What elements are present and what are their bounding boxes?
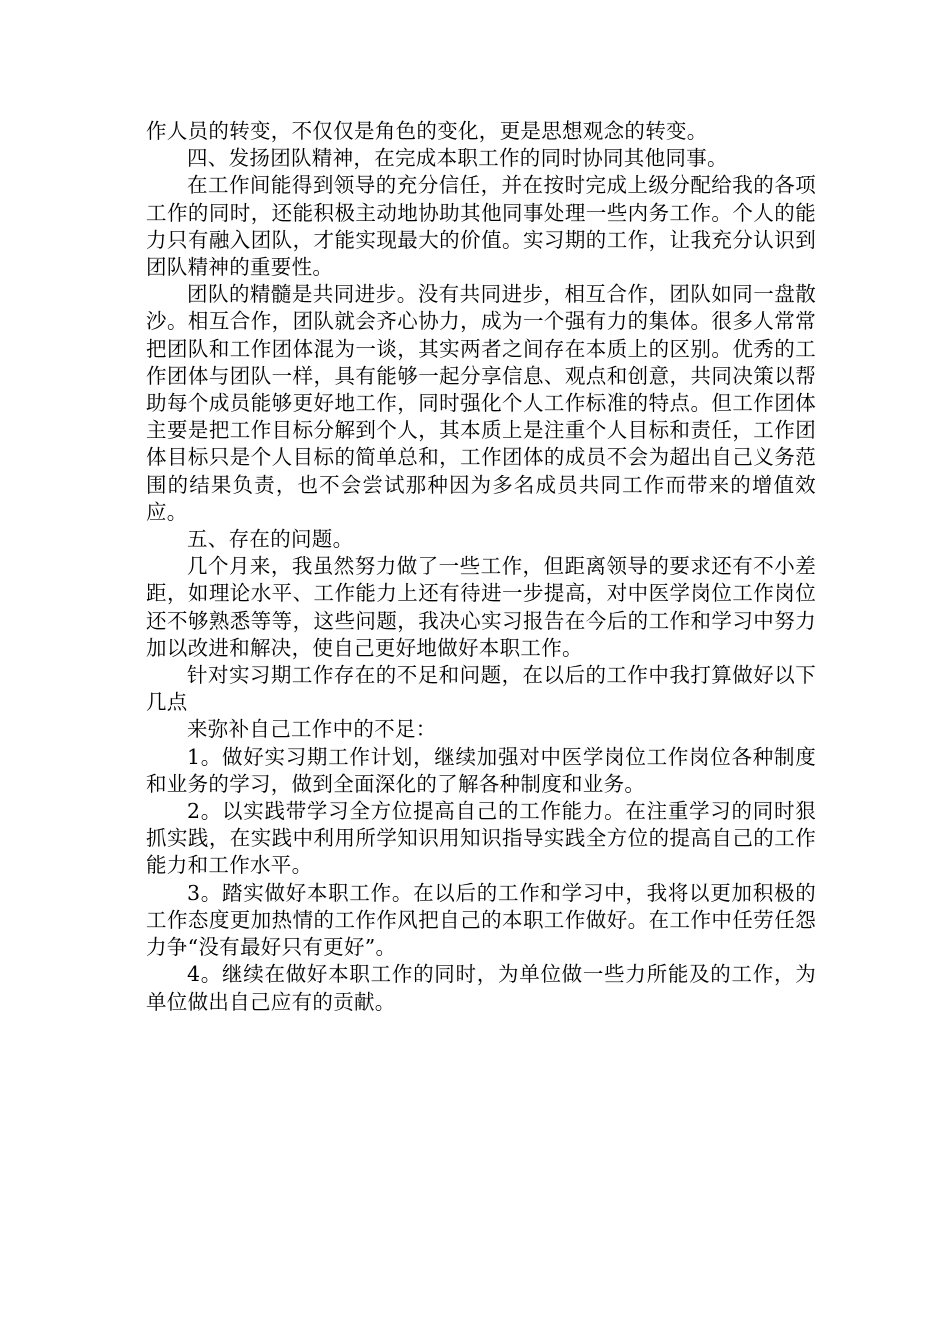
- paragraph-plan-intro: 针对实习期工作存在的不足和问题，在以后的工作中我打算做好以下几点: [146, 663, 816, 715]
- list-item-2: 2。以实践带学习全方位提高自己的工作能力。在注重学习的同时狠抓实践，在实践中利用所学知识用知识指导实践全方位的提高自己的工作能力和工作水平。: [146, 799, 816, 878]
- paragraph-continuation: 作人员的转变，不仅仅是角色的变化，更是思想观念的转变。: [146, 119, 708, 143]
- paragraph-plan-intro-cont: 来弥补自己工作中的不足：: [187, 717, 437, 742]
- list-item-3: 3。踏实做好本职工作。在以后的工作和学习中，我将以更加积极的工作态度更加热情的工作作风把自己的本职工作做好。在工作中任劳任怨力争“没有最好只有更好”。: [146, 880, 816, 960]
- section-heading-problems: 五、存在的问题。: [187, 527, 354, 552]
- document-body: [146, 118, 816, 1016]
- list-item-4: 4。继续在做好本职工作的同时，为单位做一些力所能及的工作，为单位做出自己应有的贡献。: [146, 962, 816, 1014]
- list-item-1: 1。做好实习期工作计划，继续加强对中医学岗位工作岗位各种制度和业务的学习，做到全面深化的了解各种制度和业务。: [146, 744, 816, 796]
- paragraph-trust: 在工作间能得到领导的充分信任，并在按时完成上级分配给我的各项工作的同时，还能积极主动地协助其他同事处理一些内务工作。个人的能力只有融入团队，才能实现最大的价值。实习期的工作，让我充分认识到团队精神的重要性。: [146, 173, 816, 280]
- section-heading-team-spirit: 四、发扬团队精神，在完成本职工作的同时协同其他同事。: [187, 146, 728, 171]
- paragraph-team-essence: 团队的精髓是共同进步。没有共同进步，相互合作，团队如同一盘散沙。相互合作，团队就会齐心协力，成为一个强有力的集体。很多人常常把团队和工作团体混为一谈，其实两者之间存在本质上的区别。优秀的工作团体与团队一样，具有能够一起分享信息、观点和创意，共同决策以帮助每个成员能够更好地工作，同时强化个人工作标准的特点。但工作团体主要是把工作目标分解到个人，其本质上是注重个人目标和责任，工作团体目标只是个人目标的简单总和，工作团体的成员不会为超出自己义务范围的结果负责，也不会尝试那种因为多名成员共同工作而带来的增值效应。: [146, 282, 816, 524]
- paragraph-problems: 几个月来，我虽然努力做了一些工作，但距离领导的要求还有不小差距，如理论水平、工作能力上还有待进一步提高，对中医学岗位工作岗位还不够熟悉等等，这些问题，我决心实习报告在今后的工作和学习中努力加以改进和解决，使自己更好地做好本职工作。: [146, 554, 816, 660]
